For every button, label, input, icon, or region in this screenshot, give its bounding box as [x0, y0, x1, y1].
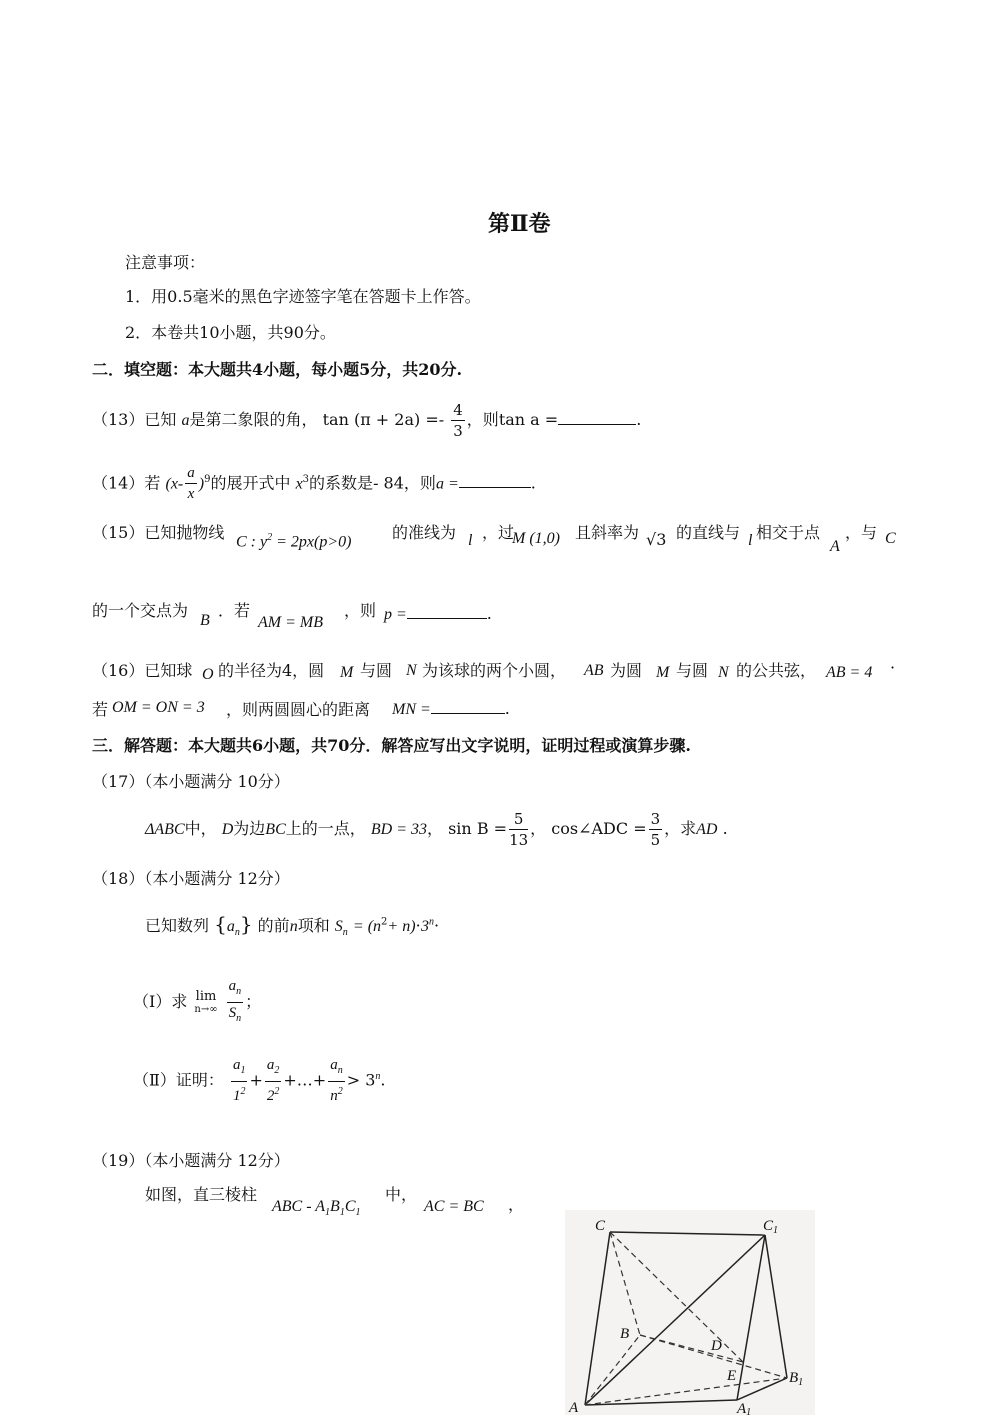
q16-ab4: AB = 4: [826, 664, 873, 681]
q16-answer: MN = .: [392, 699, 510, 718]
q15-B: B: [200, 612, 210, 629]
q19-prism: ABC - $A_1B_1C_1$: [272, 1198, 361, 1219]
edge-CE: [610, 1232, 743, 1362]
q16-text-h: 若: [92, 700, 109, 719]
q19-text-b: 中，: [385, 1185, 418, 1204]
q14-num: （14）: [92, 473, 145, 493]
q19-text-a: 如图，直三棱柱: [145, 1185, 258, 1204]
notes-item-2: 2．本卷共10小题，共90分。: [125, 323, 336, 342]
q15-answer-blank[interactable]: [407, 604, 487, 619]
q17-heading: （17）（本小题满分 10分）: [92, 772, 290, 791]
q14-expr: (x-: [165, 475, 184, 493]
q18-lim-fraction: $\frac{a_n}{S_n}$: [228, 978, 242, 1024]
q15-equation: AM = MB: [258, 614, 323, 631]
q15-num: （15）: [92, 523, 145, 542]
edge-C1B1: [765, 1235, 787, 1378]
q13-var: a: [181, 412, 190, 429]
q15-curve: C : $y^2 = 2px(p>0)$: [236, 532, 352, 551]
q15-l: l: [468, 532, 473, 549]
q15-l-2: l: [748, 532, 753, 549]
q14-text-d: ，则: [403, 473, 436, 493]
q15-text-i: ．若: [218, 601, 251, 620]
q16-N: N: [406, 662, 417, 679]
q16-M-2: M: [656, 664, 670, 681]
question-15: [92, 520, 224, 543]
notes-heading: 注意事项：: [125, 253, 206, 272]
q15-C: C: [885, 530, 896, 547]
q15-answer: p = .: [384, 604, 492, 623]
q14-text-b: 的展开式中: [210, 473, 291, 493]
q16-M: M: [340, 664, 354, 681]
q16-text-e: 为圆: [610, 661, 643, 680]
q13-text-b: 是第二象限的角，: [189, 410, 318, 429]
q18-part-2: （Ⅱ）证明： $\frac{a_1}{1^2}$ + $\frac{a_2}{2^2}$ +…+ $\frac{a_n}{n^2}$ > $3^n$.: [133, 1057, 386, 1105]
q16-text-d: 为该球的两个小圆，: [422, 661, 567, 680]
q16-text-g: 的公共弦，: [736, 661, 817, 680]
section-3-heading: 三．解答题：本大题共6小题，共70分．解答应写出文字说明，证明过程或演算步骤.: [92, 736, 691, 755]
q16-text-f: 与圆: [676, 661, 709, 680]
q15-sqrt: √3: [646, 530, 667, 549]
q15-A: A: [830, 538, 840, 555]
q17-sin-fraction: $\frac{5}{13}$: [509, 810, 529, 849]
q15-text-h: 的一个交点为: [92, 601, 189, 620]
label-B: B: [620, 1326, 630, 1342]
edge-A1B1: [737, 1378, 787, 1400]
question-18: 已知数列 $\{a_n\}$ 的前n项和 $S_n = (n^2+ n)\cdot 3^n\cdot$: [145, 912, 440, 939]
q15-M: M (1,0): [512, 530, 560, 547]
q15-text-e: 的直线与: [676, 523, 741, 542]
q16-O: O: [202, 666, 214, 683]
section-2-heading: 二．填空题：本大题共4小题，每小题5分，共20分.: [92, 360, 463, 379]
label-C: C: [595, 1218, 606, 1234]
q18-heading: （18）（本小题满分 12分）: [92, 869, 290, 888]
q15-text-f: 相交于点: [756, 523, 821, 542]
q14-answer-blank[interactable]: [459, 473, 531, 488]
label-B1: $B_1$: [789, 1370, 804, 1388]
q19-acbc: AC = BC: [424, 1198, 484, 1215]
edge-AC1: [585, 1235, 765, 1405]
q16-dot: ·: [890, 658, 896, 677]
edge-BE: [640, 1335, 743, 1362]
q18-part-1: （Ⅰ）求 lim n→∞ $\frac{a_n}{S_n}$ ；: [133, 976, 261, 1022]
q15-text-b: 的准线为: [392, 523, 457, 542]
q15-text-a: 已知抛物线: [144, 523, 225, 542]
q14-coef: - 84: [373, 473, 404, 493]
question-14: （14）若 (x- $\frac{a}{x}$ )$^9$的展开式中 $x^3$的系数是- 84，则a = .: [92, 465, 536, 503]
notes-item-1: 1．用0.5毫米的黑色字迹签字笔在答题卡上作答。: [125, 287, 481, 306]
q13-text-a: 已知: [144, 410, 177, 429]
q13-fraction: $\frac{4}{3}$: [453, 401, 463, 440]
q19-heading: （19）（本小题满分 12分）: [92, 1151, 290, 1170]
q15-text-d: 且斜率为: [575, 523, 640, 542]
label-A: A: [569, 1400, 579, 1415]
q13-text-c: ，则: [466, 410, 499, 429]
q14-fraction: $\frac{a}{x}$: [187, 465, 195, 503]
q16-text-b: 的半径为4，圆: [218, 661, 325, 680]
prism-diagram: [565, 1210, 815, 1415]
label-D: D: [711, 1338, 722, 1354]
q19-text-c: ，: [508, 1195, 525, 1214]
question-16: （16）已知球: [92, 661, 193, 680]
q15-text-g: ，与: [845, 523, 878, 542]
q16-AB: AB: [584, 662, 604, 679]
q14-text-c: 的系数是: [309, 473, 374, 493]
edge-C1A1: [737, 1235, 765, 1400]
q14-text-a: 若: [144, 473, 161, 493]
q16-text-i: ，则两圆圆心的距离: [226, 700, 371, 719]
prism-figure: [565, 1210, 815, 1415]
q15-text-c: ，过: [482, 523, 515, 542]
q13-num: （13）: [92, 410, 145, 429]
label-C1: $C_1$: [763, 1218, 779, 1236]
q15-text-j: ，则: [344, 601, 377, 620]
question-13: （13）已知 a是第二象限的角， tan (π + 2a) =- $\frac{4}{3}$ ，则tan a = .: [92, 401, 642, 440]
q17-cos-fraction: $\frac{3}{5}$: [650, 810, 661, 849]
label-A1: A1: [737, 1401, 752, 1415]
edge-CC1: [610, 1232, 765, 1235]
q16-text-c: 与圆: [360, 661, 393, 680]
q13-answer-blank[interactable]: [558, 410, 636, 425]
edge-CA: [585, 1232, 610, 1405]
label-E: E: [727, 1368, 737, 1384]
q13-expr: tan (π + 2a) =-: [322, 410, 445, 429]
q13-expr2: tan a =: [498, 410, 559, 429]
q16-answer-blank[interactable]: [431, 699, 505, 714]
q18-lim: lim n→∞: [194, 988, 218, 1015]
q16-om: OM = ON = 3: [112, 699, 205, 716]
q16-N-2: N: [718, 664, 729, 681]
question-17: ΔABC中， D为边BC上的一点， BD = 33， sin B = $\frac{5}{13}$ ， cos∠ADC = $\frac{3}{5}$ ，求AD .: [145, 810, 728, 849]
page-title: 第Ⅱ卷: [488, 211, 551, 237]
